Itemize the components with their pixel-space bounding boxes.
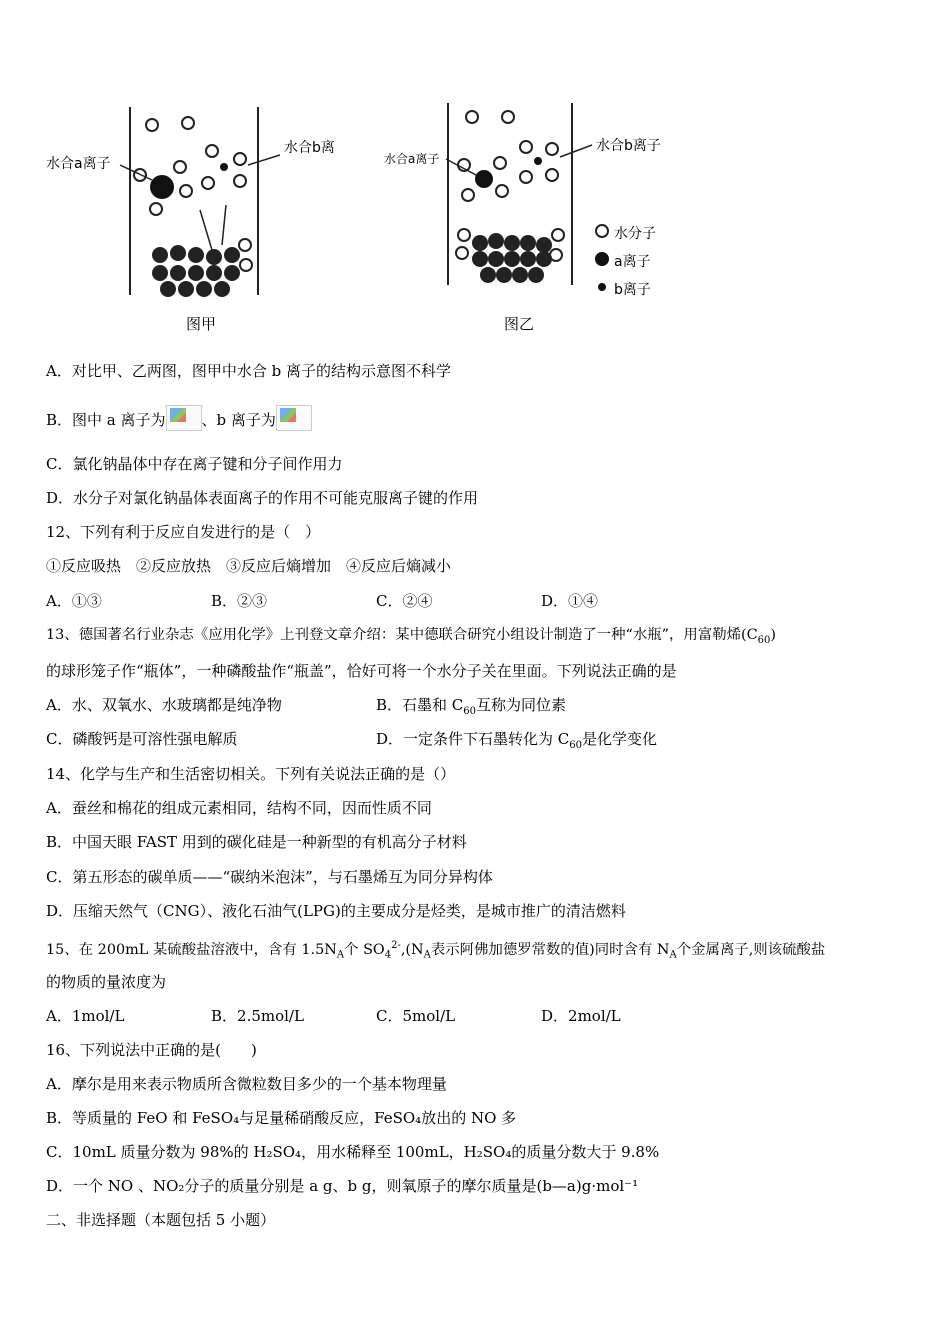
q15-stem1: 15、在 200mL 某硫酸盐溶液中，含有 1.5N — [46, 941, 337, 958]
q13-option-d-sub: 60 — [569, 740, 583, 751]
q15-stem1-e: 个金属离子,则该硫酸盐 — [676, 941, 826, 958]
q15-sub-a-3: A — [669, 949, 677, 961]
q13-stem1: 13、德国著名行业杂志《应用化学》上刊登文章介绍：某中德联合研究小组设计制造了一种“水瓶”，用富勒烯(C — [46, 627, 758, 643]
q13-stem-line2: 的球形笼子作“瓶体”，一种磷酸盐作“瓶盖”，恰好可将一个水分子关在里面。下列说法正确的是 — [46, 662, 677, 680]
q13-stem1-sub: 60 — [757, 634, 771, 646]
legend-water-icon — [596, 225, 608, 237]
broken-image-icon — [166, 405, 202, 431]
q13-stem1-end: ) — [770, 627, 776, 643]
q11-option-b-pre: B．图中 a 离子为 — [46, 411, 166, 429]
q12-option-a: A．①③ — [46, 592, 102, 610]
q15-sub-4: 4 — [384, 949, 392, 961]
diagram-right — [380, 95, 700, 335]
q12-stem: 12、下列有利于反应自发进行的是（ ） — [46, 523, 321, 541]
q16-option-d: D．一个 NO 、NO₂分子的质量分别是 a g、b g，则氧原子的摩尔质量是(b—a)g·mol⁻¹ — [46, 1177, 639, 1195]
q15-options — [46, 1006, 666, 1026]
q15-stem1-b: 个 SO — [344, 941, 385, 958]
q13-option-b — [376, 695, 566, 722]
label-hydrated-a-left: 水合a离子 — [46, 156, 111, 172]
q14-option-d: D．压缩天然气（CNG）、液化石油气(LPG)的主要成分是烃类，是城市推广的清洁燃料 — [46, 902, 626, 920]
figure-left — [40, 95, 360, 335]
q15-sup-charge: 2- — [391, 940, 401, 951]
figure-right — [380, 95, 700, 335]
q12-items: ①反应吸热 ②反应放热 ③反应后熵增加 ④反应后熵减小 — [46, 557, 452, 575]
q12-option-b: B．②③ — [211, 592, 268, 610]
q13-option-d-pre: D．一定条件下石墨转化为 C — [376, 730, 570, 748]
q13-option-b-sub: 60 — [463, 706, 477, 717]
q13-option-b-post: 互称为同位素 — [476, 696, 567, 714]
label-hydrated-b-right: 水合b离子 — [596, 138, 661, 154]
q15-sub-a-2: A — [423, 949, 431, 961]
q11-option-d: D．水分子对氯化钠晶体表面离子的作用不可能克服离子键的作用 — [46, 489, 479, 507]
q14-option-a: A．蚕丝和棉花的组成元素相同，结构不同，因而性质不同 — [46, 799, 432, 817]
q12-option-d: D．①④ — [541, 592, 599, 610]
q14-option-b: B．中国天眼 FAST 用到的碳化硅是一种新型的有机高分子材料 — [46, 833, 467, 851]
q13-option-c: C．磷酸钙是可溶性强电解质 — [46, 730, 238, 748]
q16-option-b: B．等质量的 FeO 和 FeSO₄与足量稀硝酸反应，FeSO₄放出的 NO 多 — [46, 1109, 517, 1127]
label-hydrated-b-left: 水合b离 — [284, 140, 335, 156]
q13-option-b-pre: B．石墨和 C — [376, 696, 464, 714]
q12-option-c: C．②④ — [376, 592, 433, 610]
q15-stem1-c: ,(N — [400, 941, 424, 958]
broken-image-icon — [276, 405, 312, 431]
legend-a-ion: a离子 — [614, 254, 651, 270]
q11-option-a: A．对比甲、乙两图，图甲中水合 b 离子的结构示意图不科学 — [46, 362, 451, 380]
q13-stem-line1 — [46, 625, 776, 651]
q16-option-c: C．10mL 质量分数为 98%的 H₂SO₄，用水稀释至 100mL，H₂SO₄的质量分数大于 9.8% — [46, 1143, 660, 1161]
q15-option-c: C．5mol/L — [376, 1007, 456, 1025]
q14-option-c: C．第五形态的碳单质——“碳纳米泡沫”，与石墨烯互为同分异构体 — [46, 868, 493, 886]
q15-stem-line1 — [46, 936, 825, 966]
q15-option-d: D．2mol/L — [541, 1007, 621, 1025]
legend-a-ion-icon — [595, 252, 609, 266]
caption-right: 图乙 — [504, 315, 535, 333]
q15-option-a: A．1mol/L — [46, 1007, 125, 1025]
caption-left: 图甲 — [186, 315, 217, 333]
q11-option-b-mid: 、b 离子为 — [201, 411, 276, 429]
q15-stem1-d: 表示阿佛加德罗常数的值)同时含有 N — [430, 941, 670, 958]
legend-b-ion: b离子 — [614, 282, 651, 298]
q13-option-d — [376, 729, 657, 756]
q16-stem: 16、下列说法中正确的是( ) — [46, 1041, 257, 1059]
q13-option-d-post: 是化学变化 — [582, 730, 658, 748]
q13-option-a: A．水、双氧水、水玻璃都是纯净物 — [46, 696, 282, 714]
section-2-heading: 二、非选择题（本题包括 5 小题） — [46, 1211, 276, 1229]
diagram-left — [40, 95, 360, 335]
q16-option-a: A．摩尔是用来表示物质所含微粒数目多少的一个基本物理量 — [46, 1075, 447, 1093]
q15-option-b: B．2.5mol/L — [211, 1007, 304, 1025]
q11-option-b — [46, 405, 312, 431]
q11-option-c: C．氯化钠晶体中存在离子键和分子间作用力 — [46, 455, 343, 473]
q14-stem: 14、化学与生产和生活密切相关。下列有关说法正确的是（） — [46, 765, 456, 783]
q12-options — [46, 591, 666, 611]
q15-sub-a-1: A — [336, 949, 345, 961]
label-hydrated-a-right: 水合a离子 — [384, 152, 440, 166]
legend-water: 水分子 — [614, 226, 656, 242]
legend-b-ion-icon — [598, 283, 606, 291]
q15-stem-line2: 的物质的量浓度为 — [46, 973, 167, 991]
